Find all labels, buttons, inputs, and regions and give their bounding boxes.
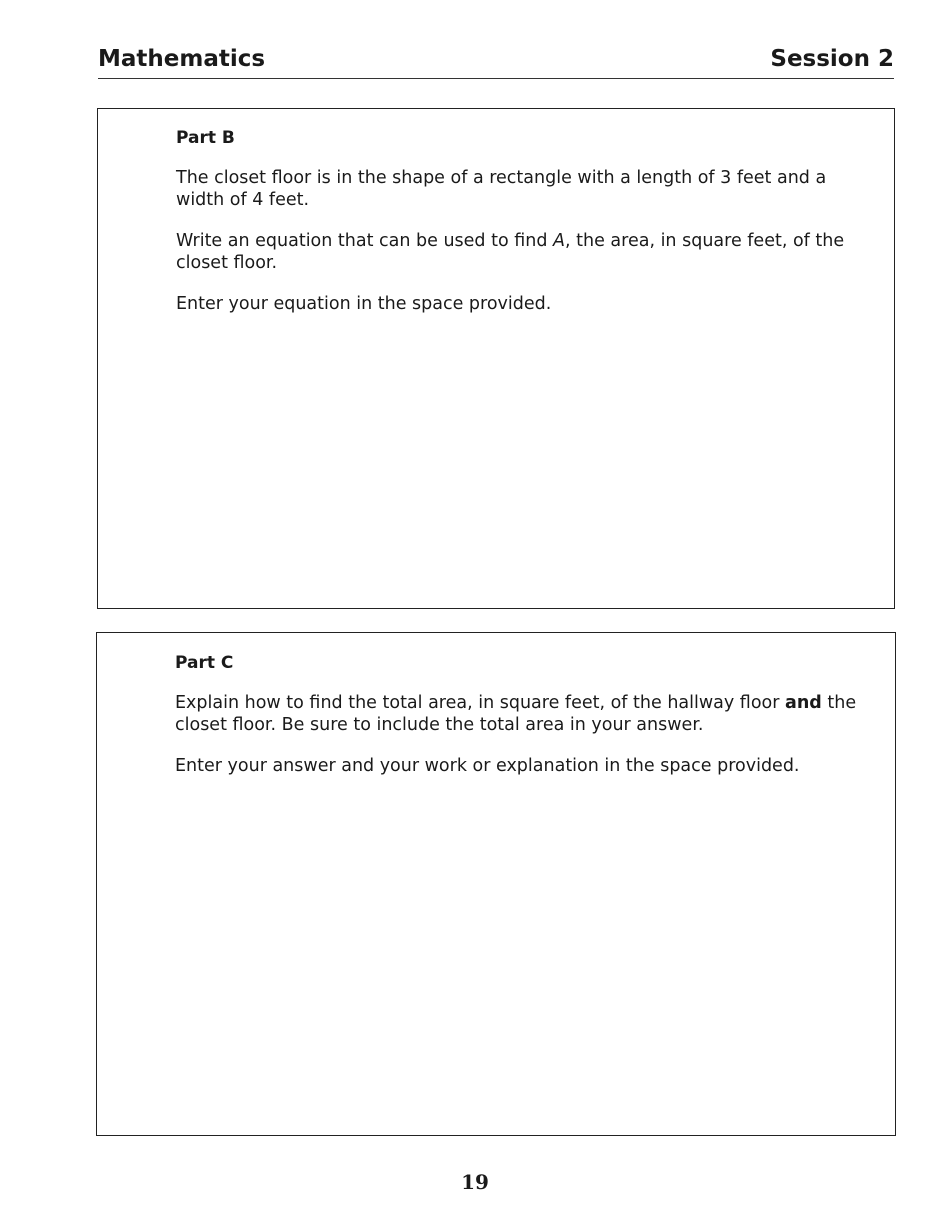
session-title: Session 2 bbox=[770, 46, 894, 72]
part-b-box bbox=[97, 108, 895, 609]
part-c-label: Part C bbox=[175, 653, 234, 673]
subject-title: Mathematics bbox=[98, 46, 266, 72]
part-b-p2-before: Write an equation that can be used to find bbox=[176, 231, 554, 251]
part-b-paragraph-1: The closet floor is in the shape of a rectangle with a length of 3 feet and a width of 4 feet. bbox=[176, 168, 827, 210]
part-c-p1-before: Explain how to find the total area, in square feet, of the hallway floor bbox=[175, 693, 786, 713]
page-number: 19 bbox=[461, 1170, 489, 1194]
part-b-paragraph-2 bbox=[176, 230, 876, 274]
page-header bbox=[98, 44, 894, 79]
part-b-p2-after: , the area, in square feet, of the closet floor. bbox=[176, 231, 845, 273]
part-c-paragraph-2: Enter your answer and your work or explanation in the space provided. bbox=[175, 756, 800, 776]
part-c-p1-after: the closet floor. Be sure to include the total area in your answer. bbox=[175, 693, 857, 735]
area-variable: A bbox=[553, 231, 566, 251]
part-c-content bbox=[175, 652, 877, 796]
part-b-paragraph-3: Enter your equation in the space provided. bbox=[176, 294, 552, 314]
part-b-content bbox=[176, 127, 876, 334]
part-c-and-emphasis: and bbox=[785, 693, 822, 713]
part-c-paragraph-1 bbox=[175, 692, 877, 736]
part-c-box bbox=[96, 632, 896, 1136]
part-b-label: Part B bbox=[176, 128, 235, 148]
